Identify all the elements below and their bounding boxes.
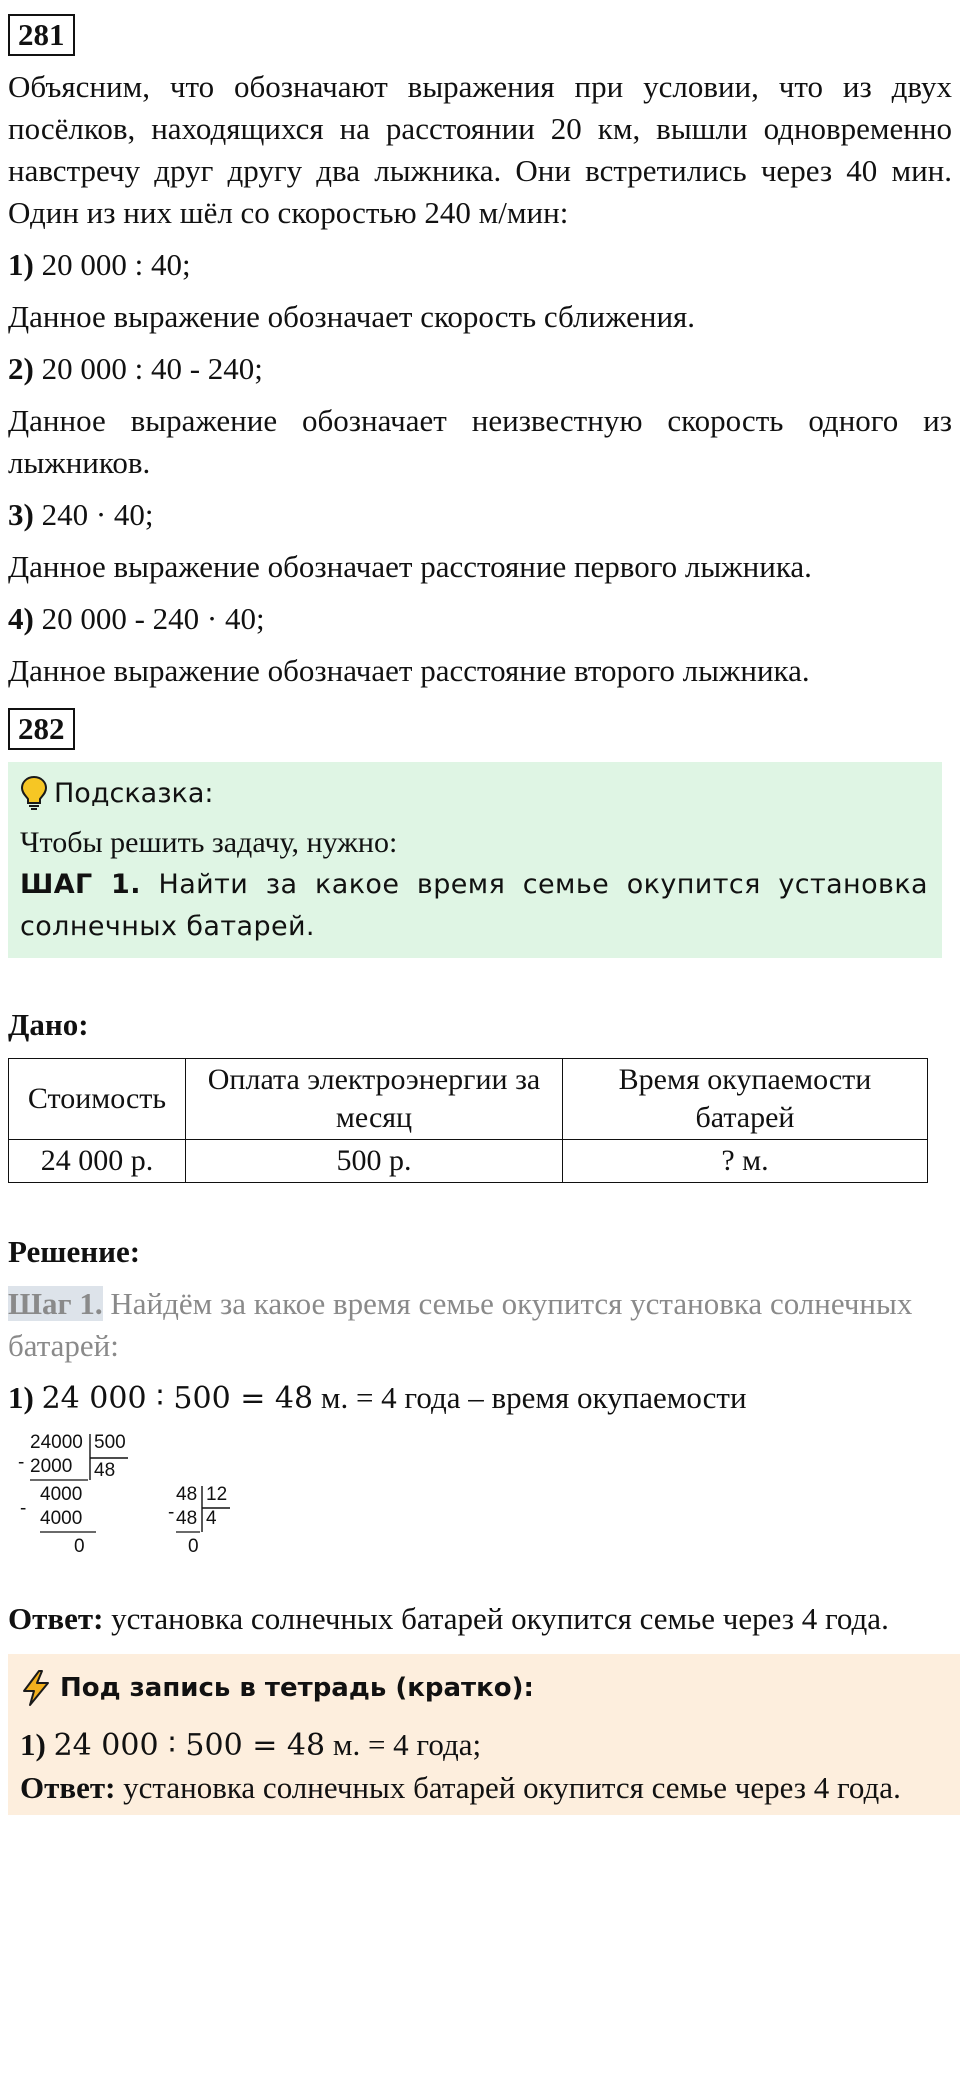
- calc-math: 24 000 ∶ 500 = 48: [41, 1381, 314, 1416]
- notebook-calc: [20, 1724, 952, 1767]
- table-header: Стоимость: [9, 1059, 186, 1140]
- division-lines: [8, 1432, 248, 1572]
- table-header: Время окупаемости батарей: [563, 1059, 928, 1140]
- notebook-box: [8, 1654, 960, 1815]
- div1-rem2: 0: [74, 1536, 85, 1557]
- div2-dividend: 48: [176, 1484, 198, 1505]
- calc-label: 1): [8, 1380, 34, 1415]
- answer-text: установка солнечных батарей окупится семье через 4 года.: [111, 1601, 889, 1636]
- solution-label-text: Решение:: [8, 1234, 141, 1269]
- table-cell: 24 000 р.: [9, 1140, 186, 1183]
- notebook-answer-label: Ответ:: [20, 1770, 116, 1805]
- table-header: Оплата электроэнергии за месяц: [186, 1059, 563, 1140]
- item-3-expr: [8, 494, 952, 536]
- item-4-expr: [8, 598, 952, 640]
- calc-line: [8, 1377, 952, 1420]
- div1-rem1: 4000: [40, 1484, 83, 1505]
- table-cell: 500 р.: [186, 1140, 563, 1183]
- div1-divisor: 500: [94, 1432, 126, 1453]
- task281-intro: Объясним, что обозначают выражения при условии, что из двух посёлков, находящихся на расстоянии 20 км, вышли одновременно навстречу друг другу два лыжника. Они встретились через 40 мин. Один из них шёл со скоростью 240 м/мин:: [8, 69, 952, 230]
- item-4-expression: 20 000 - 240 · 40;: [41, 601, 265, 636]
- div1-quotient: 48: [94, 1460, 116, 1481]
- hint-step: [20, 864, 928, 948]
- notebook-calc-rest: м. = 4 года;: [332, 1727, 482, 1762]
- table-header-row: [9, 1059, 928, 1140]
- given-label: [8, 1004, 952, 1046]
- table-row: [9, 1140, 928, 1183]
- notebook-calc-label: 1): [20, 1727, 46, 1762]
- long-division: [8, 1432, 952, 1582]
- notebook-answer: [20, 1767, 952, 1809]
- given-table: [8, 1058, 928, 1183]
- lightning-icon: [20, 1669, 52, 1707]
- step1: [8, 1283, 952, 1367]
- item-3-text: Данное выражение обозначает расстояние первого лыжника.: [8, 549, 812, 584]
- item-2-expression: 20 000 : 40 - 240;: [41, 351, 263, 386]
- div1-sub1: 2000: [30, 1456, 73, 1477]
- solution-label: [8, 1231, 952, 1273]
- div1-sub2: 4000: [40, 1508, 83, 1529]
- task-number-282: 282: [8, 708, 75, 750]
- div2-minus: -: [168, 1502, 175, 1523]
- item-2-text: Данное выражение обозначает неизвестную скорость одного из лыжников.: [8, 403, 952, 480]
- item-1-label: 1): [8, 247, 34, 282]
- item-3-label: 3): [8, 497, 34, 532]
- div1-dividend: 24000: [30, 1432, 83, 1453]
- step1-label: Шаг 1.: [8, 1286, 103, 1321]
- hint-box: [8, 762, 942, 958]
- div2-rem: 0: [188, 1536, 199, 1557]
- item-1-expression: 20 000 : 40;: [41, 247, 191, 282]
- item-2-label: 2): [8, 351, 34, 386]
- div1-minus2: -: [20, 1498, 27, 1519]
- page: [8, 14, 952, 1815]
- div1-minus: -: [18, 1452, 25, 1473]
- given-label-text: Дано:: [8, 1007, 89, 1042]
- table-cell: ? м.: [563, 1140, 928, 1183]
- item-4-label: 4): [8, 601, 34, 636]
- hint-step-label: ШАГ 1.: [20, 869, 141, 900]
- item-3-expression: 240 · 40;: [41, 497, 154, 532]
- div2-divisor: 12: [206, 1484, 228, 1505]
- item-1-text: Данное выражение обозначает скорость сближения.: [8, 299, 696, 334]
- notebook-title: Под запись в тетрадь (кратко):: [60, 1673, 534, 1703]
- notebook-calc-math: 24 000 ∶ 500 = 48: [53, 1728, 326, 1763]
- hint-title: Подсказка:: [54, 777, 214, 809]
- item-1-expr: [8, 244, 952, 286]
- div2-sub: 48: [176, 1508, 198, 1529]
- item-2-expr: [8, 348, 952, 390]
- answer: [8, 1598, 952, 1640]
- notebook-header: [20, 1662, 952, 1714]
- div2-quotient: 4: [206, 1508, 217, 1529]
- lightbulb-icon: [20, 775, 48, 811]
- notebook-answer-text: установка солнечных батарей окупится семье через 4 года.: [123, 1770, 901, 1805]
- hint-header: [20, 768, 928, 818]
- hint-line1: Чтобы решить задачу, нужно:: [20, 826, 398, 859]
- hint-step-text: Найти за какое время семье окупится установка солнечных батарей.: [20, 869, 928, 942]
- item-4-text: Данное выражение обозначает расстояние второго лыжника.: [8, 653, 810, 688]
- answer-label: Ответ:: [8, 1601, 104, 1636]
- calc-rest: м. = 4 года – время окупаемости: [320, 1380, 747, 1415]
- task-number-281: 281: [8, 14, 75, 56]
- step1-text: Найдём за какое время семье окупится установка солнечных батарей:: [8, 1286, 913, 1363]
